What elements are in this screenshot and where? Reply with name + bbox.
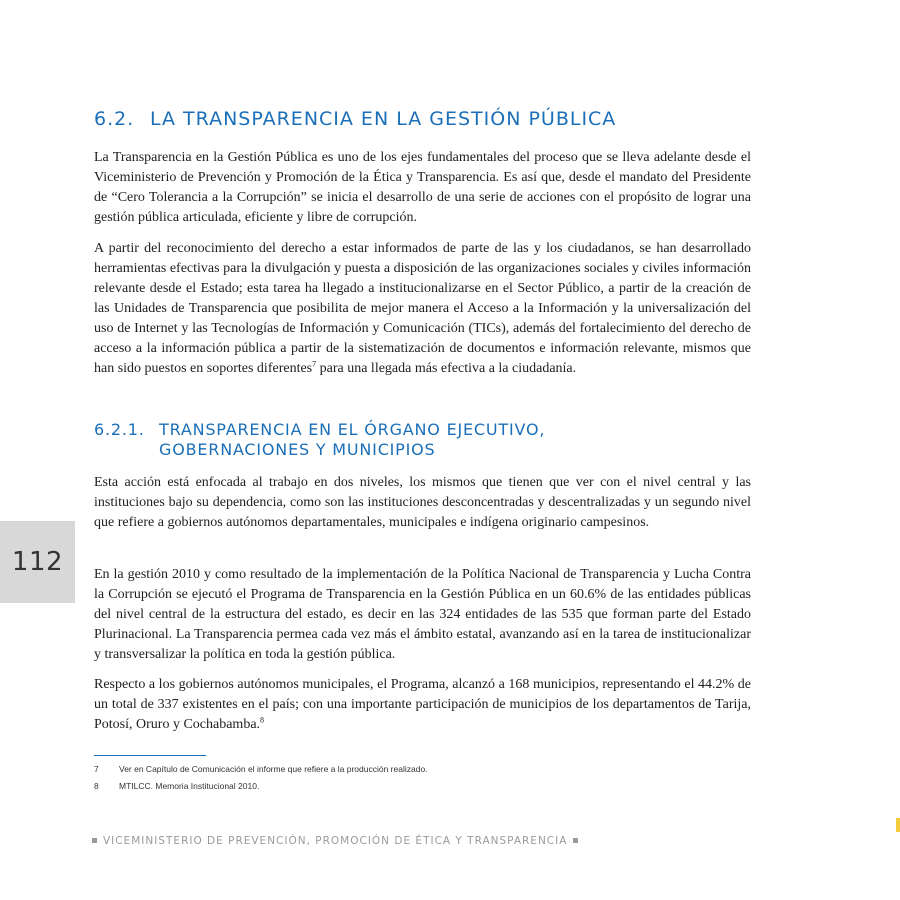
paragraph-text-tail: para una llegada más efectiva a la ciudadanía. (316, 361, 577, 376)
footnote-number: 8 (94, 781, 99, 791)
paragraph: Esta acción está enfocada al trabajo en dos niveles, los mismos que tienen que ver con el nivel central y las instituciones bajo su dependencia, como son las instituciones desconcentradas y descentralizadas y un segundo nivel que refiere a gobiernos autónomos departamentales, municipales e indígena originario campesinos. (94, 475, 751, 530)
footnote-ref: 7 (312, 359, 317, 369)
footnote-ref: 8 (260, 715, 265, 725)
edge-color-mark (896, 818, 900, 832)
footnote (94, 781, 694, 791)
subsection-title-line: GOBERNACIONES Y MUNICIPIOS (159, 440, 436, 459)
paragraph-text: A partir del reconocimiento del derecho a estar informados de parte de las y los ciudadanos, se han desarrollado herramientas efectivas para la divulgación y puesta a disposición de las organizaciones sociales y civiles información relevante desde el Estado; esta tarea ha llegado a institucionalizarse en el Sector Público, a partir de la creación de las Unidades de Transparencia que posibilita de mejor manera el Acceso a la Información y la universalización del uso de Internet y las Tecnologías de Información y Comunicación (TICs), además del fortalecimiento del derecho de acceso a la información pública a partir de la sistematización de documentos e información relevante, mismos que han sido puestos en soportes diferentes (94, 241, 751, 376)
page-number-tab (0, 521, 75, 603)
paragraph: En la gestión 2010 y como resultado de la implementación de la Política Nacional de Transparencia y Lucha Contra la Corrupción se ejecutó el Programa de Transparencia en la Gestión Pública en un 60.6% de las entidades públicas del nivel central de la estructura del estado, es decir en las 324 entidades de las 535 que forman parte del Estado Plurinacional. La Transparencia permea cada vez más el ámbito estatal, avanzando así en la tarea de institucionalizar y transversalizar la política en toda la gestión pública. (94, 567, 751, 662)
paragraph-text: Respecto a los gobiernos autónomos municipales, el Programa, alcanzó a 168 municipios, representando el 44.2% de un total de 337 existentes en el país; con una importante participación de municipios de los departamentos de Tarija, Potosí, Oruro y Cochabamba. (94, 677, 751, 732)
page-footer (92, 835, 578, 847)
section-heading (94, 108, 774, 130)
paragraph: La Transparencia en la Gestión Pública es uno de los ejes fundamentales del proceso que se lleva adelante desde el Viceministerio de Prevención y Promoción de la Ética y Transparencia. Es así que, desde el mandato del Presidente de “Cero Tolerancia a la Corrupción” se inicia el desarrollo de una serie de acciones con el propósito de lograr una gestión pública articulada, eficiente y libre de corrupción. (94, 150, 751, 225)
paragraph (94, 675, 751, 735)
footnote-number: 7 (94, 764, 99, 774)
square-bullet-icon (573, 838, 578, 843)
footnote (94, 764, 694, 774)
subsection-title-line: TRANSPARENCIA EN EL ÓRGANO EJECUTIVO, (159, 420, 546, 439)
footnote-text: Ver en Capítulo de Comunicación el informe que refiere a la producción realizado. (119, 764, 428, 774)
square-bullet-icon (92, 838, 97, 843)
subsection-number: 6.2.1. (94, 420, 145, 439)
footnote-divider (94, 755, 206, 756)
section-number: 6.2. (94, 108, 135, 130)
section-title: LA TRANSPARENCIA EN LA GESTIÓN PÚBLICA (150, 108, 617, 130)
footnote-text: MTILCC. Memoria Institucional 2010. (119, 781, 260, 791)
subsection-heading (94, 420, 734, 460)
page-number: 112 (11, 547, 64, 577)
paragraph (94, 239, 751, 379)
footer-text: VICEMINISTERIO DE PREVENCIÓN, PROMOCIÓN DE ÉTICA Y TRANSPARENCIA (103, 835, 568, 847)
